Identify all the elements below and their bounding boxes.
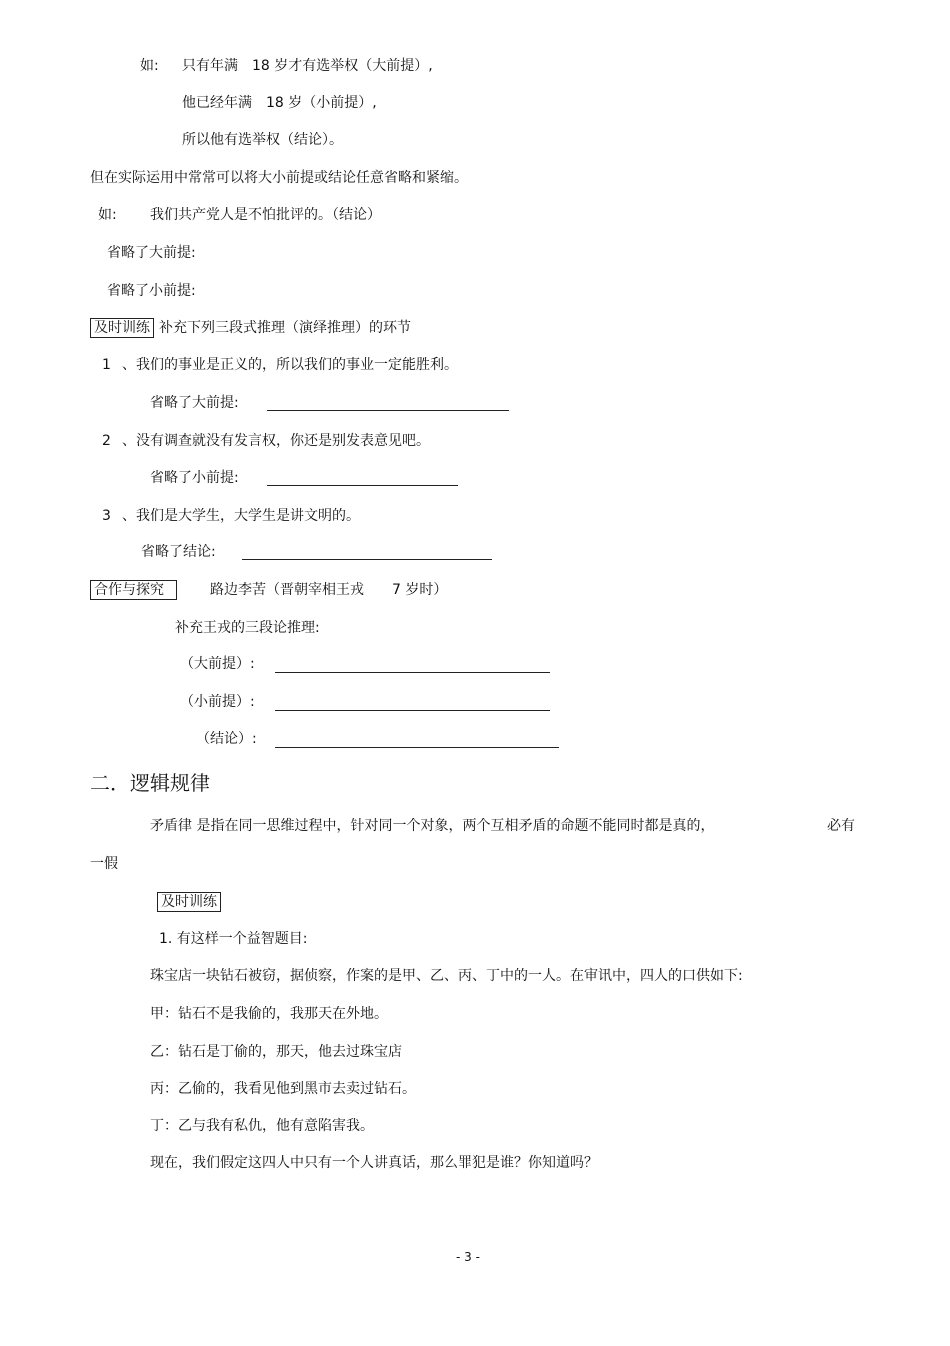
item-1-text: 、我们的事业是正义的，所以我们的事业一定能胜利。 [122,357,458,373]
conclusion-blank[interactable] [275,747,559,748]
minor-premise-blank[interactable] [275,710,550,711]
item-1-prompt: 省略了大前提: [150,395,239,411]
item-2-answer-blank[interactable] [267,485,458,486]
item-2-text: 、没有调查就没有发言权，你还是别发表意见吧。 [122,433,430,449]
statement-bing: 丙：乙偷的，我看见他到黑市去卖过钻石。 [150,1081,416,1097]
major-premise-blank[interactable] [275,672,550,673]
puzzle-final-question: 现在，我们假定这四人中只有一个人讲真话，那么罪犯是谁？你知道吗？ [150,1155,598,1171]
omit-note: 但在实际运用中常常可以将大小前提或结论任意省略和紧缩。 [90,170,468,186]
cooperate-badge: 合作与探究 [90,580,177,600]
example2-text: 我们共产党人是不怕批评的。（结论） [150,207,381,223]
cooperate-title: 路边李苦（晋朝宰相王戎 7 岁时） [210,582,448,598]
major-premise-label: （大前提）: [180,656,255,672]
conclusion-label: （结论）: [196,731,257,747]
section-heading: 二．逻辑规律 [90,771,210,795]
law-definition: 矛盾律 是指在同一思维过程中，针对同一个对象，两个互相矛盾的命题不能同时都是真的， [150,818,715,834]
minor-premise-label: （小前提）: [180,694,255,710]
law-definition-continued: 一假 [90,856,118,872]
item-3-prompt: 省略了结论: [141,544,216,560]
item-3-text: 、我们是大学生，大学生是讲文明的。 [122,508,360,524]
item-2-number: 2 [102,433,111,449]
statement-jia: 甲：钻石不是我偷的，我那天在外地。 [150,1006,388,1022]
item-3-number: 3 [102,508,111,524]
puzzle-story: 珠宝店一块钻石被窃，据侦察，作案的是甲、乙、丙、丁中的一人。在审讯中，四人的口供如下: [150,968,743,984]
example-label: 如: [140,58,159,74]
example-major-premise: 只有年满 18 岁才有选举权（大前提）, [182,58,433,74]
omit-major-label: 省略了大前提: [107,245,196,261]
item-2-prompt: 省略了小前提: [150,470,239,486]
statement-ding: 丁：乙与我有私仇，他有意陷害我。 [150,1118,374,1134]
example-minor-premise: 他已经年满 18 岁（小前提）, [182,95,377,111]
item-3-answer-blank[interactable] [242,559,492,560]
example2-label: 如: [98,207,117,223]
page-number: - 3 - [456,1250,480,1264]
item-1-answer-blank[interactable] [267,410,509,411]
training2-badge: 及时训练 [157,892,221,912]
training-badge: 及时训练 [90,318,154,338]
law-definition-end: 必有 [827,818,855,834]
puzzle-question-title: 1. 有这样一个益智题目: [159,931,308,947]
statement-yi: 乙：钻石是丁偷的，那天，他去过珠宝店 [150,1044,402,1060]
training-instruction: 补充下列三段式推理（演绎推理）的环节 [159,320,411,336]
cooperate-instruction: 补充王戎的三段论推理: [175,620,320,636]
item-1-number: 1 [102,357,111,373]
omit-minor-label: 省略了小前提: [107,283,196,299]
example-conclusion: 所以他有选举权（结论）。 [182,132,343,148]
